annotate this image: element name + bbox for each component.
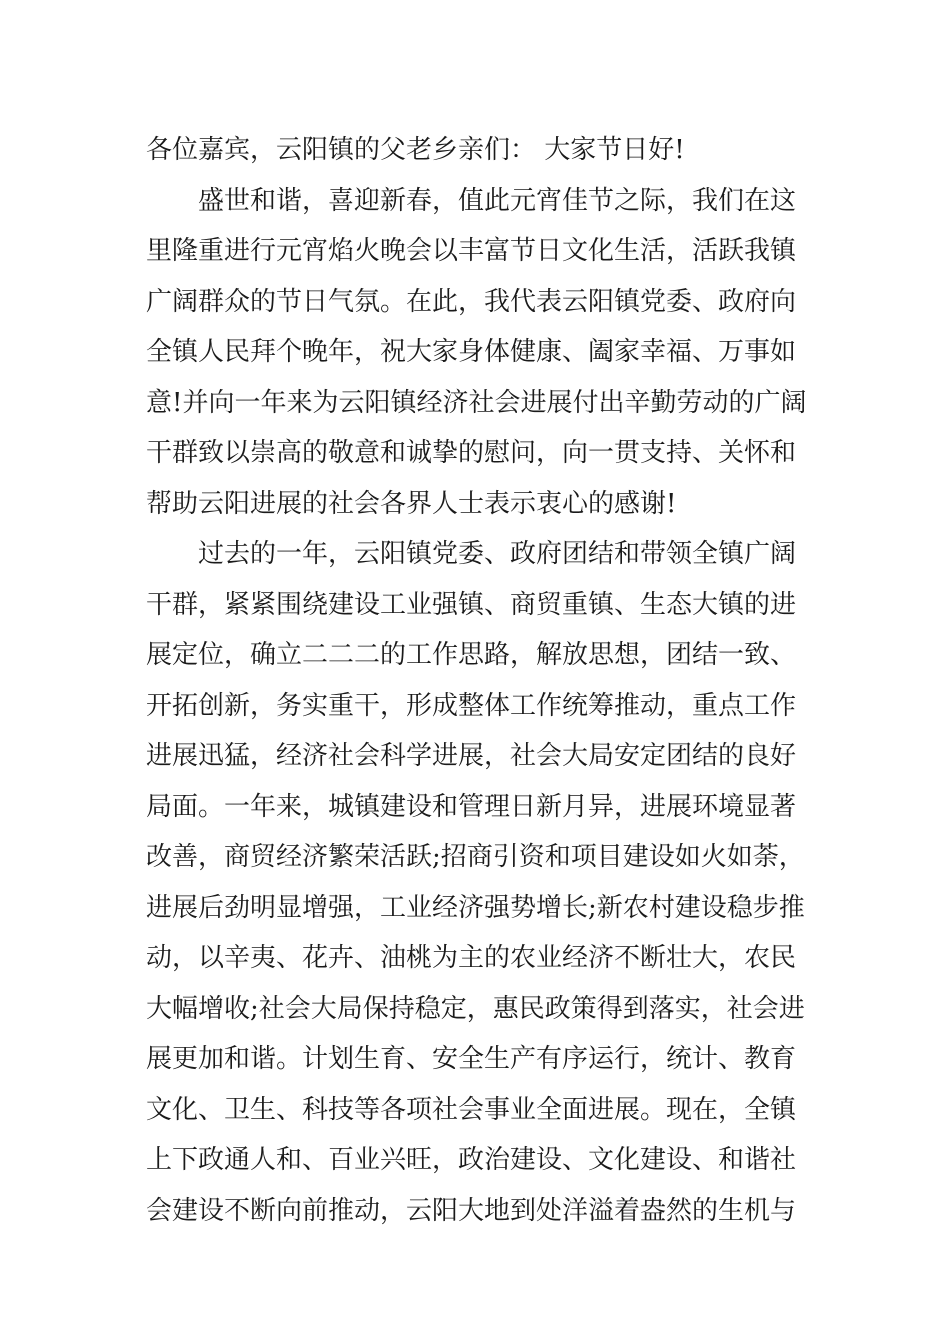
text-line: 改善，商贸经济繁荣活跃;招商引资和项目建设如火如荼， <box>146 842 805 872</box>
text-line: 动，以辛夷、花卉、油桃为主的农业经济不断壮大，农民 <box>146 943 797 973</box>
text-line: 过去的一年，云阳镇党委、政府团结和带领全镇广阔 <box>198 539 797 569</box>
document-body <box>146 125 810 1236</box>
text-line: 开拓创新，务实重干，形成整体工作统筹推动，重点工作 <box>146 690 797 721</box>
text-line: 文化、卫生、科技等各项社会事业全面进展。现在，全镇 <box>146 1094 797 1125</box>
text-line: 帮助云阳进展的社会各界人士表示衷心的感谢! <box>146 488 677 519</box>
text-line: 大幅增收;社会大局保持稳定，惠民政策得到落实，社会进 <box>146 993 805 1024</box>
text-line: 干群致以崇高的敬意和诚挚的慰问，向一贯支持、关怀和 <box>146 438 797 468</box>
text-line: 干群，紧紧围绕建设工业强镇、商贸重镇、生态大镇的进 <box>146 589 797 620</box>
text-line: 全镇人民拜个晚年，祝大家身体健康、阖家幸福、万事如 <box>146 337 797 367</box>
text-line: 进展迅猛，经济社会科学进展，社会大局安定团结的良好 <box>146 741 797 771</box>
text-line: 展定位，确立二二二的工作思路，解放思想，团结一致、 <box>146 640 797 670</box>
text-line: 上下政通人和、百业兴旺，政治建设、文化建设、和谐社 <box>146 1145 797 1175</box>
text-line: 意!并向一年来为云阳镇经济社会进展付出辛勤劳动的广阔 <box>146 387 807 418</box>
text-line: 会建设不断向前推动，云阳大地到处洋溢着盎然的生机与 <box>146 1195 797 1226</box>
text-line: 盛世和谐，喜迎新春，值此元宵佳节之际，我们在这 <box>198 185 797 216</box>
text-line: 广阔群众的节日气氛。在此，我代表云阳镇党委、政府向 <box>146 286 797 317</box>
text-line: 进展后劲明显增强，工业经济强势增长;新农村建设稳步推 <box>146 892 805 923</box>
text-line: 局面。一年来，城镇建设和管理日新月异，进展环境显著 <box>146 791 797 822</box>
text-line: 各位嘉宾，云阳镇的父老乡亲们： 大家节日好! <box>146 135 685 165</box>
text-line: 展更加和谐。计划生育、安全生产有序运行，统计、教育 <box>146 1044 797 1074</box>
text-line: 里隆重进行元宵焰火晚会以丰富节日文化生活，活跃我镇 <box>146 236 797 266</box>
